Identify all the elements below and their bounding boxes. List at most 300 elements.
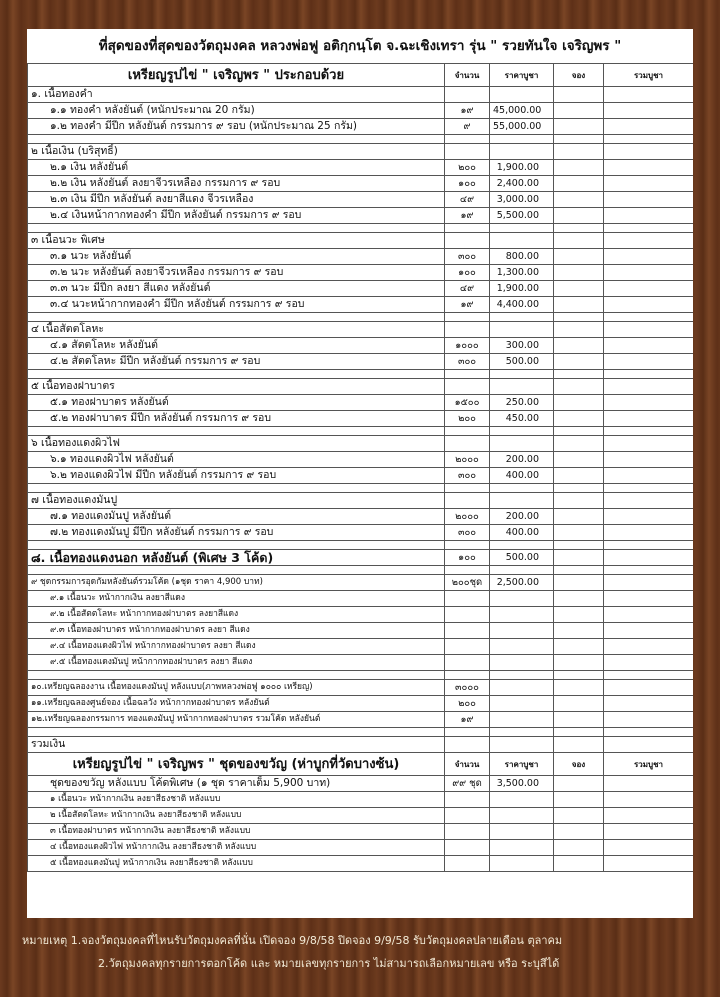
reserve-cell[interactable] — [554, 680, 604, 696]
total-cell[interactable] — [604, 452, 694, 468]
qty-cell — [445, 607, 490, 623]
total-cell[interactable] — [604, 696, 694, 712]
spacer-cell — [28, 671, 445, 680]
item-label: ๗ เนื้อทองแดงมันปู — [28, 493, 445, 509]
total-cell[interactable] — [604, 176, 694, 192]
item-label: ๒.๒ เงิน หลังยันต์ ลงยาจีวรเหลือง กรรมการ ๙ รอบ — [28, 176, 445, 192]
section-row — [28, 379, 694, 395]
price-cell — [490, 737, 554, 753]
total-cell[interactable] — [604, 792, 694, 808]
table-row — [28, 575, 694, 591]
qty-cell — [445, 493, 490, 509]
total-cell[interactable] — [604, 591, 694, 607]
price-cell — [490, 233, 554, 249]
reserve-cell[interactable] — [554, 233, 604, 249]
spacer-cell — [445, 370, 490, 379]
price-cell — [490, 639, 554, 655]
reserve-cell[interactable] — [554, 297, 604, 313]
table-row — [28, 160, 694, 176]
reserve-cell[interactable] — [554, 737, 604, 753]
spacer-cell — [554, 728, 604, 737]
total-cell[interactable] — [604, 623, 694, 639]
total-cell[interactable] — [604, 297, 694, 313]
reserve-cell[interactable] — [554, 395, 604, 411]
total-cell[interactable] — [604, 840, 694, 856]
total-cell[interactable] — [604, 776, 694, 792]
gift-set-header — [28, 753, 694, 776]
qty-cell: ๑๕๐๐ — [445, 395, 490, 411]
item-label: ๓.๒ นวะ หลังยันต์ ลงยาจีวรเหลือง กรรมการ ๙ รอบ — [28, 265, 445, 281]
reserve-cell[interactable] — [554, 525, 604, 541]
spacer-cell — [445, 484, 490, 493]
table-row — [28, 176, 694, 192]
spacer-cell — [445, 313, 490, 322]
price-table — [27, 63, 693, 872]
reserve-cell[interactable] — [554, 208, 604, 224]
header-reserve: จอง — [554, 64, 604, 87]
gift-set-table-body — [28, 753, 694, 872]
spacer-cell — [490, 313, 554, 322]
price-cell — [490, 655, 554, 671]
item-label: ๒.๑ เงิน หลังยันต์ — [28, 160, 445, 176]
price-cell: 1,900.00 — [490, 281, 554, 297]
qty-cell: ๓๐๐ — [445, 468, 490, 484]
total-cell[interactable] — [604, 607, 694, 623]
item-label: ๒.๓ เงิน มีปีก หลังยันต์ ลงยาสีแดง จีวรเหลือง — [28, 192, 445, 208]
table-row — [28, 468, 694, 484]
spacer-cell — [604, 484, 694, 493]
item-label: ๑. เนื้อทองคำ — [28, 87, 445, 103]
reserve-cell[interactable] — [554, 281, 604, 297]
table-row — [28, 607, 694, 623]
table-row — [28, 655, 694, 671]
item-label: ๓.๔ นวะหน้ากากทองคำ มีปีก หลังยันต์ กรรมการ ๙ รอบ — [28, 297, 445, 313]
price-cell — [490, 591, 554, 607]
reserve-cell[interactable] — [554, 591, 604, 607]
table-row — [28, 249, 694, 265]
total-cell[interactable] — [604, 208, 694, 224]
item-label: ๙ ชุดกรรมการอุดกัมหลังยันต์รวมโค้ด (๑ชุด ราคา 4,900 บาท) — [28, 575, 445, 591]
reserve-cell[interactable] — [554, 192, 604, 208]
spacer-cell — [28, 566, 445, 575]
price-cell: 450.00 — [490, 411, 554, 427]
price-cell — [490, 824, 554, 840]
total-cell[interactable] — [604, 493, 694, 509]
reserve-cell[interactable] — [554, 509, 604, 525]
qty-cell: ๒๐๐๐ — [445, 452, 490, 468]
spacer-cell — [490, 541, 554, 550]
item-label: ๓.๓ นวะ มีปีก ลงยา สีแดง หลังยันต์ — [28, 281, 445, 297]
item-label: ๔ เนื้อสัตตโลหะ — [28, 322, 445, 338]
table-row — [28, 712, 694, 728]
qty-cell — [445, 856, 490, 872]
table-row — [28, 354, 694, 370]
spacer-cell — [445, 224, 490, 233]
qty-cell: ๔๙ — [445, 281, 490, 297]
spacer-cell — [554, 484, 604, 493]
spacer-row — [28, 370, 694, 379]
spacer-cell — [28, 541, 445, 550]
qty-cell: ๒๐๐ชุด — [445, 575, 490, 591]
spacer-cell — [604, 671, 694, 680]
reserve-cell[interactable] — [554, 119, 604, 135]
table-row — [28, 776, 694, 792]
item-label: ๙.๒ เนื้อสัตตโลหะ หน้ากากทองฝาบาตร ลงยาสีแดง — [28, 607, 445, 623]
item-label: ๑ เนื้อนวะ หน้ากากเงิน ลงยาสีธงชาติ หลังแบบ — [28, 792, 445, 808]
total-cell[interactable] — [604, 354, 694, 370]
reserve-cell[interactable] — [554, 87, 604, 103]
table-row — [28, 824, 694, 840]
reserve-cell[interactable] — [554, 144, 604, 160]
total-cell[interactable] — [604, 550, 694, 566]
qty-cell — [445, 792, 490, 808]
reserve-cell[interactable] — [554, 856, 604, 872]
price-cell — [490, 840, 554, 856]
spacer-row — [28, 566, 694, 575]
item-label: ชุดของขวัญ หลังแบบ โค้ดพิเศษ (๑ ชุด ราคาเต็ม 5,900 บาท) — [28, 776, 445, 792]
table-row — [28, 808, 694, 824]
total-cell[interactable] — [604, 265, 694, 281]
table-header — [28, 64, 694, 87]
qty-cell — [445, 824, 490, 840]
price-cell: 800.00 — [490, 249, 554, 265]
item-label: รวมเงิน — [28, 737, 445, 753]
qty-cell: ๓๐๐ — [445, 525, 490, 541]
reserve-cell[interactable] — [554, 824, 604, 840]
reserve-cell[interactable] — [554, 103, 604, 119]
qty-cell — [445, 639, 490, 655]
page-title: ที่สุดของที่สุดของวัตถุมงคล หลวงพ่อฟู อติกฺกนฺโต จ.ฉะเชิงเทรา รุ่น " รวยทันใจ เจริญพร " — [98, 38, 622, 54]
item-label: ๑.๒ ทองคำ มีปีก หลังยันต์ กรรมการ ๙ รอบ (หนักประมาณ 25 กรัม) — [28, 119, 445, 135]
reserve-cell[interactable] — [554, 452, 604, 468]
item-label: ๙.๓ เนื้อทองฝาบาตร หน้ากากทองฝาบาตร ลงยา สีแดง — [28, 623, 445, 639]
note-line-2: 2.วัตถุมงคลทุกรายการตอกโค้ด และ หมายเลขทุกรายการ ไม่สามารถเลือกหมายเลข หรือ ระบุสีได้ — [98, 957, 560, 970]
item-label: ๔ เนื้อทองแดงผิวไฟ หน้ากากเงิน ลงยาสีธงชาติ หลังแบบ — [28, 840, 445, 856]
spacer-row — [28, 484, 694, 493]
reserve-cell[interactable] — [554, 160, 604, 176]
item-label: ๙.๑ เนื้อนวะ หน้ากากเงิน ลงยาสีแดง — [28, 591, 445, 607]
qty-cell — [445, 808, 490, 824]
reserve-cell[interactable] — [554, 696, 604, 712]
spacer-cell — [490, 427, 554, 436]
reserve-cell[interactable] — [554, 776, 604, 792]
qty-cell: ๓๐๐ — [445, 354, 490, 370]
total-cell[interactable] — [604, 808, 694, 824]
reserve-cell[interactable] — [554, 379, 604, 395]
item-label: ๔.๑ สัตตโลหะ หลังยันต์ — [28, 338, 445, 354]
reserve-cell[interactable] — [554, 338, 604, 354]
table-row — [28, 550, 694, 566]
item-label: ๑๐.เหรียญฉลองงาน เนื้อทองแดงมันปู หลังแบบ(ภาพหลวงพ่อฟู ๑๐๐๐ เหรียญ) — [28, 680, 445, 696]
header-total: รวมบูชา — [604, 64, 694, 87]
reserve-cell[interactable] — [554, 607, 604, 623]
item-label: ๔.๒ สัตตโลหะ มีปีก หลังยันต์ กรรมการ ๙ รอบ — [28, 354, 445, 370]
header-price: ราคาบูชา — [490, 64, 554, 87]
price-cell — [490, 856, 554, 872]
reserve-cell[interactable] — [554, 655, 604, 671]
qty-cell — [445, 591, 490, 607]
spacer-row — [28, 224, 694, 233]
spacer-cell — [445, 427, 490, 436]
item-label: ๑๒.เหรียญฉลองกรรมการ ทองแดงมันปู หน้ากากทองฝาบาตร รวมโค้ด หลังยันต์ — [28, 712, 445, 728]
price-cell — [490, 607, 554, 623]
item-label: ๕.๒ ทองฝาบาตร มีปีก หลังยันต์ กรรมการ ๙ รอบ — [28, 411, 445, 427]
price-cell: 4,400.00 — [490, 297, 554, 313]
item-label: ๘. เนื้อทองแดงนอก หลังยันต์ (พิเศษ 3 โค้ด) — [28, 550, 445, 566]
qty-cell: ๑๙ — [445, 712, 490, 728]
header-qty: จำนวน — [445, 64, 490, 87]
table-row — [28, 192, 694, 208]
price-cell: 200.00 — [490, 452, 554, 468]
qty-cell — [445, 623, 490, 639]
total-cell[interactable] — [604, 395, 694, 411]
price-cell — [490, 493, 554, 509]
price-cell — [490, 87, 554, 103]
reserve-cell[interactable] — [554, 493, 604, 509]
qty-cell — [445, 737, 490, 753]
spacer-cell — [28, 313, 445, 322]
total-cell[interactable] — [604, 712, 694, 728]
spacer-cell — [604, 427, 694, 436]
price-cell — [490, 808, 554, 824]
qty-cell — [445, 144, 490, 160]
price-cell — [490, 680, 554, 696]
spacer-cell — [604, 728, 694, 737]
reserve-cell[interactable] — [554, 436, 604, 452]
spacer-cell — [28, 427, 445, 436]
qty-cell: ๑๐๐๐ — [445, 338, 490, 354]
section-row — [28, 322, 694, 338]
spacer-cell — [604, 541, 694, 550]
total-cell[interactable] — [604, 322, 694, 338]
total-cell[interactable] — [604, 144, 694, 160]
total-cell[interactable] — [604, 639, 694, 655]
qty-cell — [445, 233, 490, 249]
item-label: ๖.๑ ทองแดงผิวไฟ หลังยันต์ — [28, 452, 445, 468]
section-row — [28, 233, 694, 249]
price-cell: 200.00 — [490, 509, 554, 525]
total-cell[interactable] — [604, 87, 694, 103]
qty-cell: ๑๐๐ — [445, 550, 490, 566]
table-row — [28, 792, 694, 808]
spacer-cell — [445, 541, 490, 550]
reserve-cell[interactable] — [554, 176, 604, 192]
item-label: ๕ เนื้อทองฝาบาตร — [28, 379, 445, 395]
table-row — [28, 208, 694, 224]
spacer-row — [28, 671, 694, 680]
spacer-cell — [445, 135, 490, 144]
spacer-cell — [604, 370, 694, 379]
reserve-cell[interactable] — [554, 808, 604, 824]
price-cell — [490, 144, 554, 160]
table-row — [28, 411, 694, 427]
item-label: ๑๑.เหรียญฉลองศูนย์จอง เนื้อฉลวัง หน้ากากทองฝาบาตร หลังยันต์ — [28, 696, 445, 712]
spacer-cell — [28, 224, 445, 233]
total-cell[interactable] — [604, 436, 694, 452]
header2-total: รวมบูชา — [604, 753, 694, 776]
reserve-cell[interactable] — [554, 712, 604, 728]
qty-cell — [445, 322, 490, 338]
spacer-cell — [490, 728, 554, 737]
item-label: ๙.๔ เนื้อทองแดงผิวไฟ หน้ากากทองฝาบาตร ลงยา สีแดง — [28, 639, 445, 655]
spacer-row — [28, 427, 694, 436]
table-row — [28, 525, 694, 541]
spacer-row — [28, 728, 694, 737]
section-row — [28, 87, 694, 103]
qty-cell — [445, 840, 490, 856]
spacer-row — [28, 135, 694, 144]
total-cell[interactable] — [604, 468, 694, 484]
total-cell[interactable] — [604, 233, 694, 249]
item-label: ๗.๒ ทองแดงมันปู มีปีก หลังยันต์ กรรมการ ๙ รอบ — [28, 525, 445, 541]
price-cell: 2,500.00 — [490, 575, 554, 591]
qty-cell — [445, 655, 490, 671]
spacer-cell — [490, 224, 554, 233]
table-row — [28, 696, 694, 712]
price-cell: 45,000.00 — [490, 103, 554, 119]
reserve-cell[interactable] — [554, 639, 604, 655]
spacer-cell — [554, 541, 604, 550]
spacer-cell — [490, 671, 554, 680]
price-cell: 400.00 — [490, 468, 554, 484]
total-cell[interactable] — [604, 338, 694, 354]
spacer-cell — [554, 135, 604, 144]
price-cell: 300.00 — [490, 338, 554, 354]
item-label: ๓ เนื้อทองฝาบาตร หน้ากากเงิน ลงยาสีธงชาติ หลังแบบ — [28, 824, 445, 840]
table-row — [28, 680, 694, 696]
item-label: ๑.๑ ทองคำ หลังยันต์ (หนักประมาณ 20 กรัม) — [28, 103, 445, 119]
table-row — [28, 281, 694, 297]
table-row — [28, 591, 694, 607]
total-cell[interactable] — [604, 411, 694, 427]
spacer-cell — [28, 728, 445, 737]
spacer-row — [28, 541, 694, 550]
reserve-cell[interactable] — [554, 468, 604, 484]
spacer-cell — [604, 224, 694, 233]
price-cell — [490, 623, 554, 639]
spacer-cell — [490, 484, 554, 493]
table-row — [28, 338, 694, 354]
qty-cell: ๑๐๐ — [445, 265, 490, 281]
spacer-cell — [554, 566, 604, 575]
total-cell[interactable] — [604, 119, 694, 135]
table-row — [28, 265, 694, 281]
total-cell[interactable] — [604, 160, 694, 176]
price-list-sheet — [27, 29, 693, 918]
total-cell[interactable] — [604, 281, 694, 297]
price-table-body — [28, 64, 694, 753]
spacer-cell — [604, 566, 694, 575]
reserve-cell[interactable] — [554, 575, 604, 591]
section-row — [28, 493, 694, 509]
reserve-cell[interactable] — [554, 792, 604, 808]
qty-cell — [445, 379, 490, 395]
spacer-cell — [28, 370, 445, 379]
price-cell: 3,500.00 — [490, 776, 554, 792]
reserve-cell[interactable] — [554, 249, 604, 265]
total-cell[interactable] — [604, 824, 694, 840]
total-cell[interactable] — [604, 249, 694, 265]
qty-cell: ๔๙ — [445, 192, 490, 208]
price-cell: 500.00 — [490, 550, 554, 566]
qty-cell: ๑๙ — [445, 208, 490, 224]
qty-cell: ๑๙ — [445, 103, 490, 119]
reserve-cell[interactable] — [554, 550, 604, 566]
spacer-cell — [604, 135, 694, 144]
spacer-cell — [554, 671, 604, 680]
price-cell — [490, 379, 554, 395]
spacer-cell — [554, 224, 604, 233]
total-cell[interactable] — [604, 680, 694, 696]
total-cell[interactable] — [604, 509, 694, 525]
total-cell[interactable] — [604, 575, 694, 591]
qty-cell — [445, 436, 490, 452]
qty-cell: ๑๐๐ — [445, 176, 490, 192]
spacer-cell — [554, 313, 604, 322]
reserve-cell[interactable] — [554, 840, 604, 856]
total-cell[interactable] — [604, 525, 694, 541]
header2-item-label: เหรียญรูปไข่ " เจริญพร " ชุดของขวัญ (ห่าบูกที่วัดบางซ้น) — [28, 753, 445, 776]
table-row — [28, 639, 694, 655]
header2-qty: จำนวน — [445, 753, 490, 776]
notes-footer — [0, 929, 720, 975]
table-row — [28, 452, 694, 468]
total-cell[interactable] — [604, 192, 694, 208]
total-cell[interactable] — [604, 856, 694, 872]
table-row — [28, 103, 694, 119]
section-row — [28, 436, 694, 452]
table-row — [28, 297, 694, 313]
spacer-cell — [604, 313, 694, 322]
price-cell: 2,400.00 — [490, 176, 554, 192]
table-row — [28, 119, 694, 135]
qty-cell: ๓๐๐ — [445, 249, 490, 265]
item-label: ๖ เนื้อทองแดงผิวไฟ — [28, 436, 445, 452]
reserve-cell[interactable] — [554, 354, 604, 370]
reserve-cell[interactable] — [554, 265, 604, 281]
spacer-cell — [490, 370, 554, 379]
item-label: ๒ เนื้อสัตตโลหะ หน้ากากเงิน ลงยาสีธงชาติ หลังแบบ — [28, 808, 445, 824]
item-label: ๒ เนื้อเงิน (บริสุทธิ์) — [28, 144, 445, 160]
reserve-cell[interactable] — [554, 322, 604, 338]
total-cell[interactable] — [604, 737, 694, 753]
table-row — [28, 840, 694, 856]
price-cell — [490, 696, 554, 712]
spacer-cell — [554, 427, 604, 436]
price-cell: 250.00 — [490, 395, 554, 411]
reserve-cell[interactable] — [554, 411, 604, 427]
total-cell[interactable] — [604, 103, 694, 119]
item-label: ๕ เนื้อทองแดงมันปู หน้ากากเงิน ลงยาสีธงชาติ หลังแบบ — [28, 856, 445, 872]
reserve-cell[interactable] — [554, 623, 604, 639]
spacer-cell — [28, 484, 445, 493]
qty-cell: ๙ — [445, 119, 490, 135]
total-cell[interactable] — [604, 655, 694, 671]
price-cell: 500.00 — [490, 354, 554, 370]
spacer-cell — [490, 566, 554, 575]
spacer-cell — [490, 135, 554, 144]
price-cell — [490, 436, 554, 452]
qty-cell: ๑๙ — [445, 297, 490, 313]
qty-cell: ๒๐๐ — [445, 696, 490, 712]
price-cell: 400.00 — [490, 525, 554, 541]
qty-cell — [445, 87, 490, 103]
spacer-cell — [28, 135, 445, 144]
table-row — [28, 395, 694, 411]
price-cell: 3,000.00 — [490, 192, 554, 208]
total-cell[interactable] — [604, 379, 694, 395]
price-cell — [490, 792, 554, 808]
